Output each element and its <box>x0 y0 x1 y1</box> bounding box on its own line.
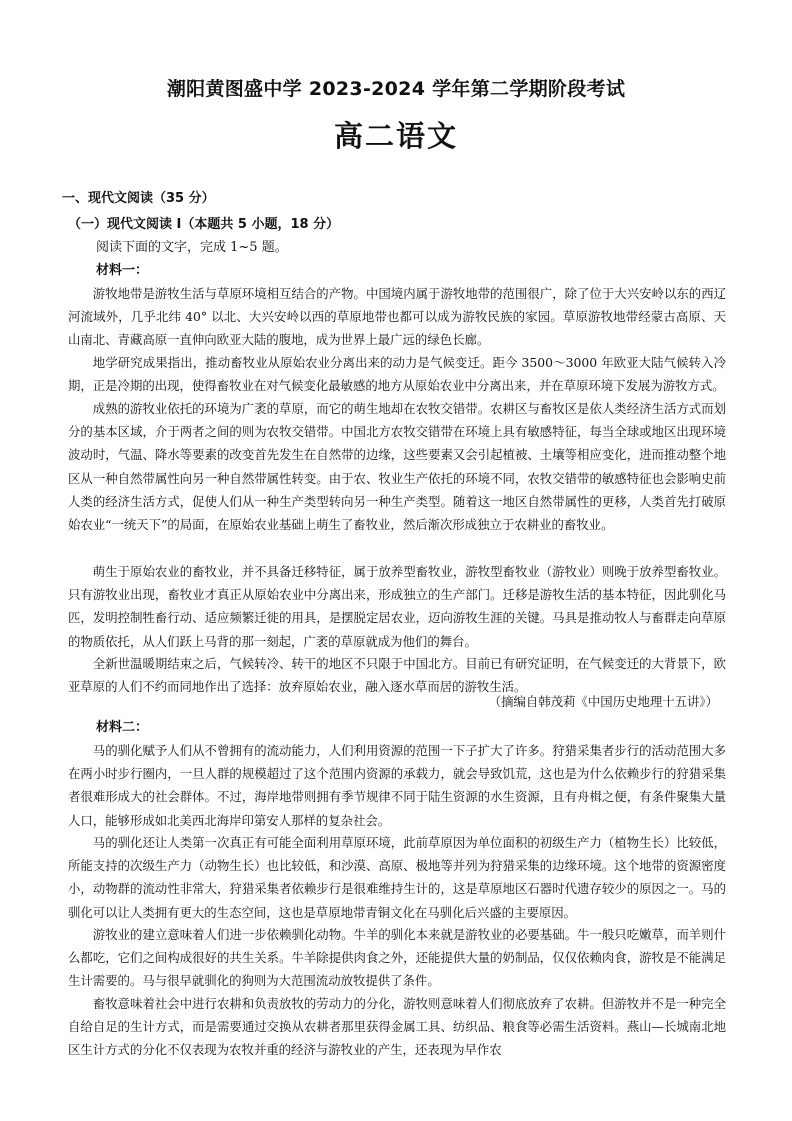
material-two-paragraph-3: 游牧业的建立意味着人们进一步依赖驯化动物。牛羊的驯化本来就是游牧业的必要基础。牛一般只吃嫩草，而羊则什么都吃，它们之间构成很好的共生关系。牛羊除提供肉食之外，还能提供大量的奶制品，仅仅依赖肉食，游牧是不能满足生计需要的。马与很早就驯化的狗则为大范围流动放牧提供了条件。 <box>68 927 726 989</box>
subject-title: 高二语文 <box>333 119 458 153</box>
material-one-paragraph-5: 全新世温暖期结束之后，气候转冷、转干的地区不只限于中国北方。目前已有研究证明，在气候变迁的大背景下，欧亚草原的人们不约而同地作出了选择：放弃原始农业，融入逐水草而居的游牧生活。 <box>68 656 726 695</box>
material-two-paragraph-1: 马的驯化赋予人们从不曾拥有的流动能力，人们利用资源的范围一下子扩大了许多。狩猎采集者步行的活动范围大多在两小时步行圈内，一旦人群的规模超过了这个范围内资源的承载力，就会导致饥荒，这也是为什么依赖步行的狩猎采集者很难形成大的社会群体。不过，海岸地带则拥有季节规律不同于陆生资源的水生资源，且有舟楫之便，有条件聚集大量人口，能够形成如北美西北海岸印第安人那样的复杂社会。 <box>68 743 726 828</box>
material-one-label: 材料一： <box>96 263 149 278</box>
material-one-paragraph-4: 萌生于原始农业的畜牧业，并不具备迁移特征，属于放养型畜牧业，游牧型畜牧业（游牧业）则晚于放养型畜牧业。只有游牧业出现，畜牧业才真正从原始农业中分离出来，形成独立的生产部门。迁移是游牧生活的基本特征，因此驯化马匹，发明控制牲畜行动、适应频繁迁徙的用具，是摆脱定居农业，迈向游牧生涯的关键。马具是推动牧人与畜群走向草原的物质依托，从人们跃上马背的那一刻起，广袤的草原就成为他们的舞台。 <box>68 564 726 649</box>
material-two-paragraph-2: 马的驯化还让人类第一次真正有可能全面利用草原环境，此前草原因为单位面积的初级生产力（植物生长）比较低，所能支持的次级生产力（动物生长）也比较低，和沙漠、高原、极地等并列为狩猎采集的边缘环境。这个地带的资源密度小，动物群的流动性非常大，狩猎采集者依赖步行是很难维持生计的，这是草原地区石器时代遗存较少的原因之一。马的驯化可以让人类拥有更大的生态空间，这也是草原地带青铜文化在马驯化后兴盛的主要原因。 <box>68 835 726 920</box>
subsection-heading: （一）现代文阅读 I（本题共 5 小题，18 分） <box>68 217 340 232</box>
material-one-paragraph-1: 游牧地带是游牧生活与草原环境相互结合的产物。中国境内属于游牧地带的范围很广，除了位于大兴安岭以东的西辽河流域外，几乎北纬 40° 以北、大兴安岭以西的草原地带也都可以成为游牧民族的家园。草原游牧地带经蒙古高原、天山南北、青藏高原一直伸向欧亚大陆的腹地，成为世界上最广远的绿色长廊。 <box>68 286 726 348</box>
reading-instruction: 阅读下面的文字，完成 1~5 题。 <box>96 240 288 255</box>
material-one-paragraph-3: 成熟的游牧业依托的环境为广袤的草原，而它的萌生地却在农牧交错带。农耕区与畜牧区是依人类经济生活方式而划分的基本区域，介于两者之间的则为农牧交错带。中国北方农牧交错带在环境上具有敏感特征，每当全球或地区出现环境波动时，气温、降水等要素的改变首先发生在自然带的边缘，这些要素又会引起植被、土壤等相应变化，进而推动整个地区从一种自然带属性向另一种自然带属性转变。由于农、牧业生产依托的环境不同，农牧交错带的敏感特征也会影响史前人类的经济生活方式，促使人们从一种生产类型转向另一种生产类型。随着这一地区自然带属性的更移，人类首先打破原始农业“一统天下”的局面，在原始农业基础上萌生了畜牧业，然后渐次形成独立于农耕业的畜牧业。 <box>68 401 726 533</box>
material-two-label: 材料二： <box>96 720 149 735</box>
school-exam-title: 潮阳黄图盛中学 2023-2024 学年第二学期阶段考试 <box>166 78 626 100</box>
material-two-paragraph-4: 畜牧意味着社会中进行农耕和负责放牧的劳动力的分化，游牧则意味着人们彻底放弃了农耕。但游牧并不是一种完全自给自足的生计方式，而是需要通过交换从农耕者那里获得金属工具、纺织品、粮食等必需生活资料。燕山—长城南北地区生计方式的分化不仅表现为农牧并重的经济与游牧业的产生，还表现为早作农 <box>68 996 726 1058</box>
section-heading: 一、现代文阅读（35 分） <box>62 191 215 206</box>
material-one-paragraph-2: 地学研究成果指出，推动畜牧业从原始农业分离出来的动力是气候变迁。距今 3500～3000 年欧亚大陆气候转入冷期，正是冷期的出现，使得畜牧业在对气候变化最敏感的地方从原始农业中分离出来，并在草原环境下发展为游牧方式。 <box>68 355 726 394</box>
material-one-source: （摘编自韩茂莉《中国历史地理十五讲》） <box>488 694 718 709</box>
